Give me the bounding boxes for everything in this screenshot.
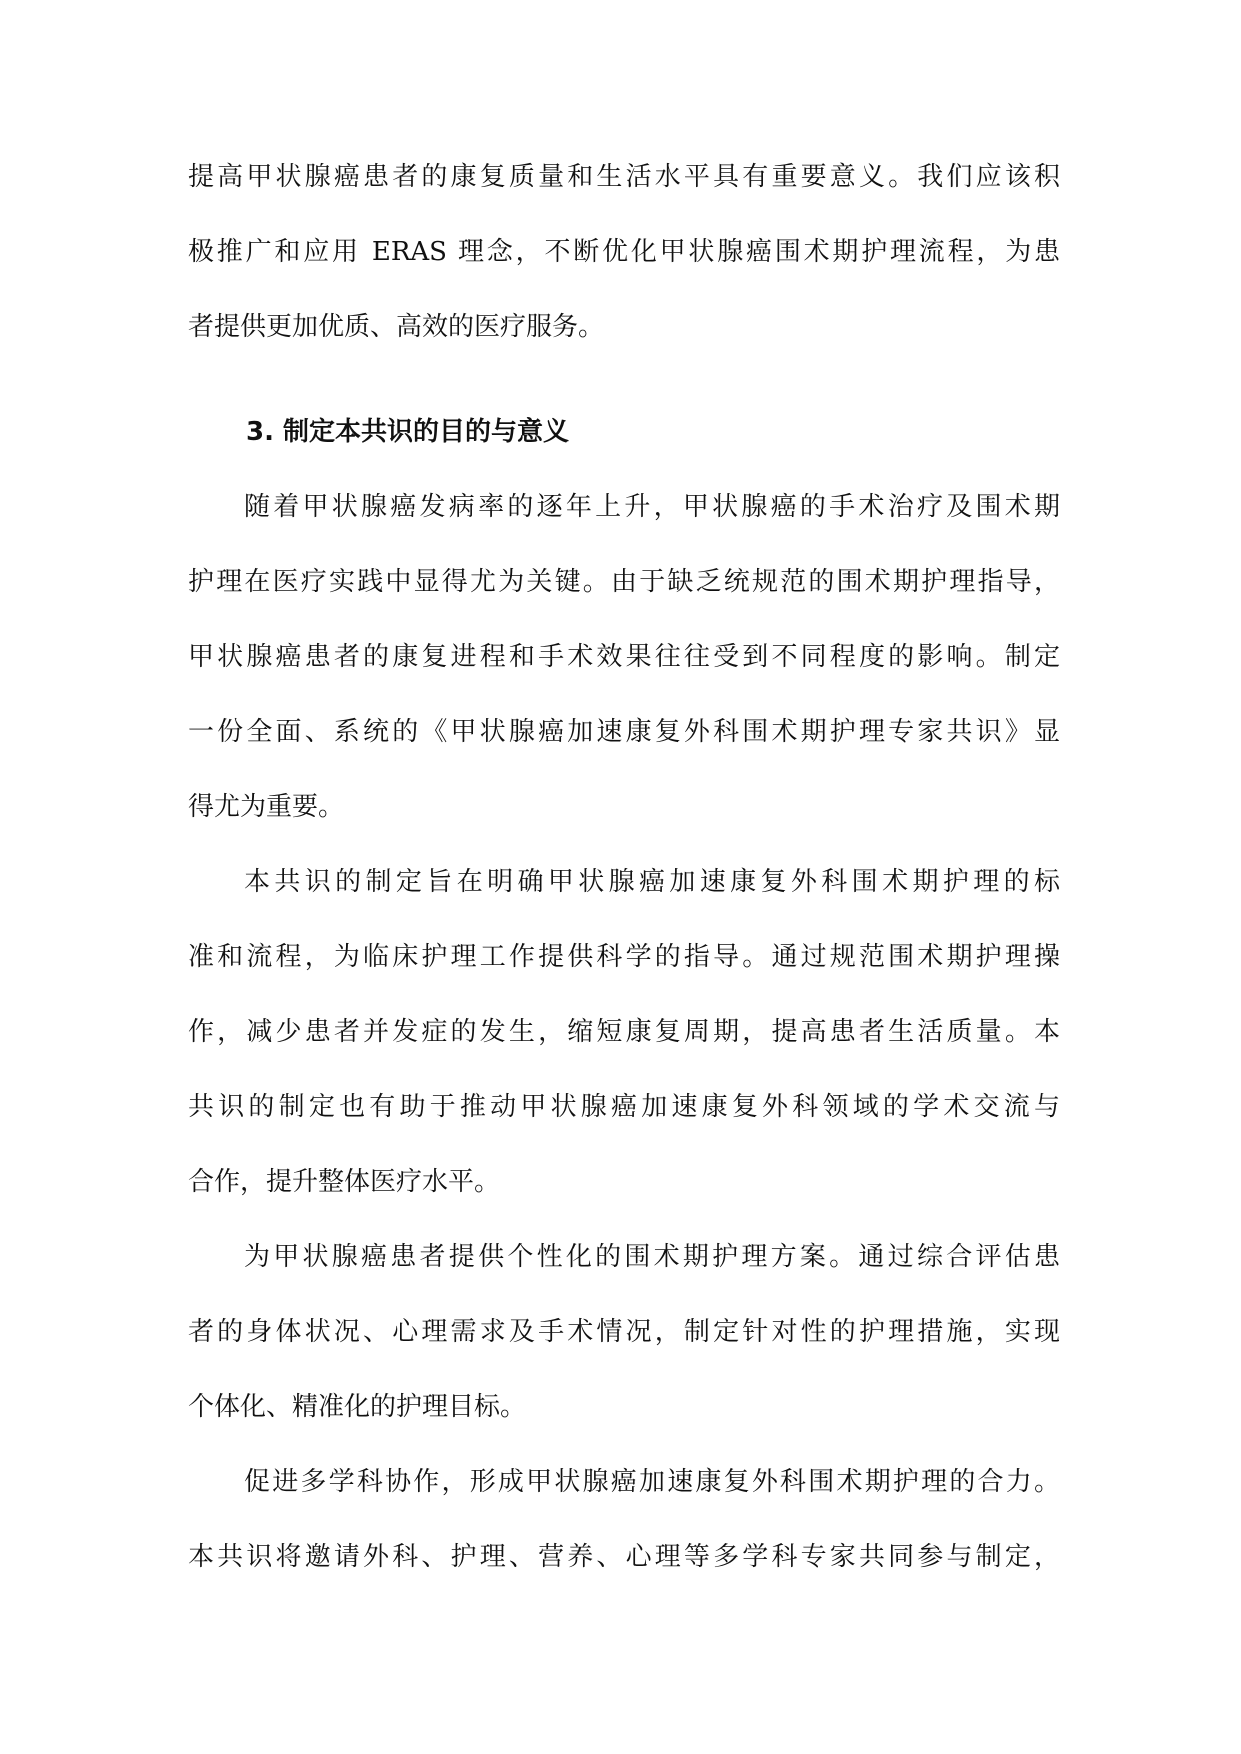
paragraph-incidence	[188, 470, 1060, 845]
paragraph-line: 随着甲状腺癌发病率的逐年上升，甲状腺癌的手术治疗及围术期	[244, 492, 1060, 522]
paragraph-line: 得尤为重要。	[188, 792, 345, 822]
section-spacer	[188, 365, 1060, 395]
paragraph-line: 护理在医疗实践中显得尤为关键。由于缺乏统规范的围术期护理指导，	[188, 567, 1060, 597]
paragraph-line: 准和流程，为临床护理工作提供科学的指导。通过规范围术期护理操	[188, 942, 1060, 972]
paragraph-intro-conclusion	[188, 140, 1060, 365]
paragraph-line: 极推广和应用 ERAS 理念，不断优化甲状腺癌围术期护理流程，为患	[188, 237, 1060, 267]
paragraph-line: 促进多学科协作，形成甲状腺癌加速康复外科围术期护理的合力。	[244, 1467, 1060, 1497]
section-heading: 3. 制定本共识的目的与意义	[246, 417, 570, 447]
paragraph-line: 本共识将邀请外科、护理、营养、心理等多学科专家共同参与制定，	[188, 1542, 1060, 1572]
paragraph-multidisciplinary	[188, 1445, 1060, 1595]
paragraph-line: 甲状腺癌患者的康复进程和手术效果往往受到不同程度的影响。制定	[188, 642, 1060, 672]
paragraph-line: 合作，提升整体医疗水平。	[188, 1167, 501, 1197]
paragraph-line: 为甲状腺癌患者提供个性化的围术期护理方案。通过综合评估患	[244, 1242, 1060, 1272]
paragraph-line: 一份全面、系统的《甲状腺癌加速康复外科围术期护理专家共识》显	[188, 717, 1060, 747]
paragraph-purpose	[188, 845, 1060, 1220]
paragraph-line: 者提供更加优质、高效的医疗服务。	[188, 312, 605, 342]
paragraph-line: 提高甲状腺癌患者的康复质量和生活水平具有重要意义。我们应该积	[188, 162, 1060, 192]
body-text	[188, 140, 1060, 1595]
paragraph-line: 本共识的制定旨在明确甲状腺癌加速康复外科围术期护理的标	[244, 867, 1060, 897]
paragraph-line: 共识的制定也有助于推动甲状腺癌加速康复外科领域的学术交流与	[188, 1092, 1060, 1122]
paragraph-personalized	[188, 1220, 1060, 1445]
paragraph-line: 作，减少患者并发症的发生，缩短康复周期，提高患者生活质量。本	[188, 1017, 1060, 1047]
paragraph-line: 个体化、精准化的护理目标。	[188, 1392, 527, 1422]
paragraph-line: 者的身体状况、心理需求及手术情况，制定针对性的护理措施，实现	[188, 1317, 1060, 1347]
